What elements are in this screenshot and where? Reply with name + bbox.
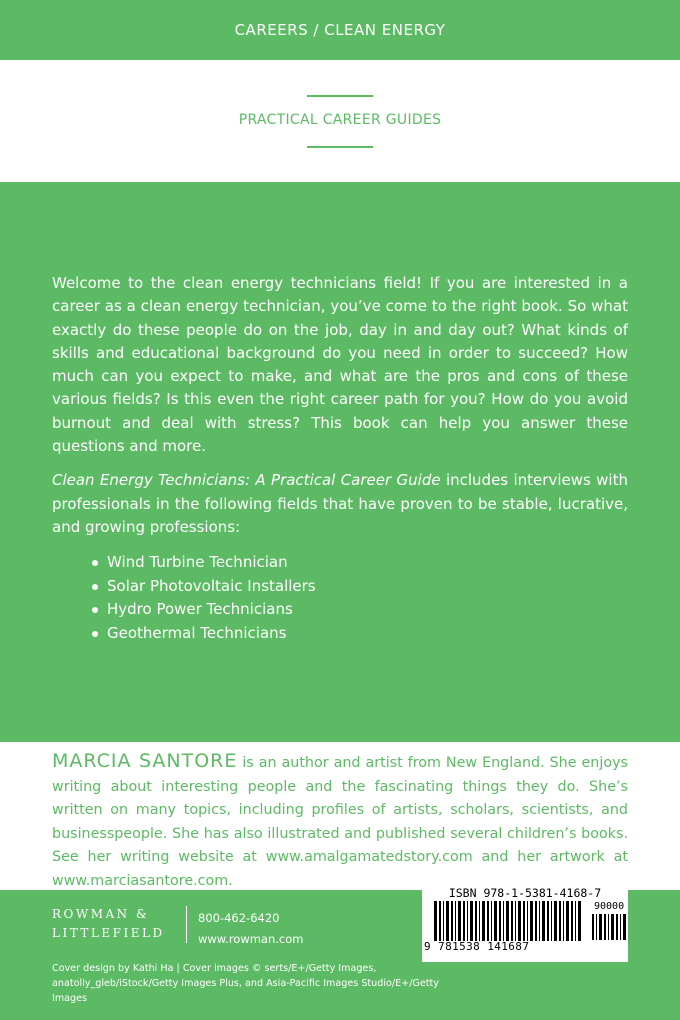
isbn-label: ISBN 978-1-5381-4168-7 — [448, 886, 602, 900]
barcode-bar — [499, 901, 501, 941]
author-name: MARCIA SANTORE — [52, 750, 238, 772]
barcode-bar — [467, 901, 468, 941]
publisher-line-1: ROWMAN & — [52, 907, 150, 921]
series-rule-bottom — [307, 146, 373, 148]
barcode-bar — [566, 901, 569, 941]
publisher-line-2: LITTLEFIELD — [52, 926, 165, 940]
list-item-label: Solar Photovoltaic Installers — [107, 576, 316, 595]
barcode-bar — [592, 914, 594, 940]
cover-credits: Cover design by Kathi Ha | Cover images © serts/E+/Getty Images, anatoliy_gleb/iStock/Getty Images Plus, and Asia-Pacific Images Studio/E+/Getty Images — [52, 963, 439, 1004]
barcode-bar — [482, 901, 485, 941]
barcode-bar — [518, 901, 521, 941]
barcode-bar — [443, 901, 444, 941]
barcode-bar — [571, 901, 573, 941]
barcode-bar — [575, 901, 576, 941]
barcode-bar — [511, 901, 513, 941]
barcode-bar — [523, 901, 525, 941]
barcode-bar — [563, 901, 564, 941]
publisher-divider — [186, 906, 187, 943]
bullet-icon — [92, 607, 98, 613]
field-list — [52, 551, 628, 645]
list-item — [92, 575, 628, 599]
list-item-label: Hydro Power Technicians — [107, 600, 293, 619]
ean-digits: 9 781538 141687 — [424, 940, 530, 953]
publisher-logo — [52, 905, 165, 943]
barcode-bar — [596, 914, 597, 940]
ean-barcode-icon — [434, 901, 584, 941]
barcode-bar — [434, 901, 437, 941]
barcode-bar — [623, 914, 626, 940]
barcode-bar — [604, 914, 606, 940]
barcode-bar — [479, 901, 480, 941]
barcode — [422, 882, 628, 962]
category-bar — [0, 0, 680, 60]
barcode-bar — [608, 914, 609, 940]
category-label: CAREERS / CLEAN ENERGY — [234, 21, 446, 39]
barcode-bar — [446, 901, 449, 941]
publisher-website: www.rowman.com — [198, 932, 304, 946]
barcode-bar — [530, 901, 533, 941]
barcode-bar — [554, 901, 557, 941]
list-item — [92, 551, 628, 575]
barcode-bar — [599, 914, 602, 940]
list-item — [92, 622, 628, 646]
price-code: 90000 — [594, 901, 625, 912]
barcode-bar — [491, 901, 492, 941]
barcode-bar — [620, 914, 621, 940]
barcode-bar — [458, 901, 461, 941]
publisher-contact — [198, 908, 304, 950]
barcode-bar — [439, 901, 441, 941]
barcode-bar — [616, 914, 618, 940]
barcode-bar — [527, 901, 528, 941]
list-item — [92, 598, 628, 622]
author-bio — [52, 750, 628, 893]
barcode-bar — [547, 901, 549, 941]
description-text: includes interviews with professionals in the following fields that have proven to be stable, lucrative, and growing professions: — [52, 471, 628, 536]
barcode-bar — [506, 901, 509, 941]
intro-paragraph: Welcome to the clean energy technicians field! If you are interested in a career as a clean energy technician, you’ve come to the right book. So what exactly do these people do on the job, day in and day out? What kinds of skills and educational background do you need in order to succeed? How much can you expect to make, and what are the pros and cons of these various fields? Is this even the right career path for you? How do you avoid burnout and deal with stress? This book can help you answer these questions and more. — [52, 274, 628, 456]
barcode-bar — [451, 901, 453, 941]
bullet-icon — [92, 584, 98, 590]
series-label: PRACTICAL CAREER GUIDES — [238, 112, 442, 128]
back-cover-description — [52, 272, 628, 645]
barcode-bar — [535, 901, 537, 941]
series-rule-top — [307, 95, 373, 97]
list-item-label: Geothermal Technicians — [107, 623, 287, 642]
barcode-bar — [551, 901, 552, 941]
barcode-bar — [539, 901, 540, 941]
barcode-bar — [487, 901, 489, 941]
bullet-icon — [92, 631, 98, 637]
barcode-bar — [494, 901, 497, 941]
barcode-bar — [503, 901, 504, 941]
barcode-bar — [542, 901, 545, 941]
list-item-label: Wind Turbine Technician — [107, 553, 288, 572]
barcode-bar — [463, 901, 465, 941]
publisher-phone: 800-462-6420 — [198, 911, 280, 925]
barcode-bar — [559, 901, 561, 941]
barcode-bar — [455, 901, 456, 941]
barcode-bar — [470, 901, 473, 941]
barcode-bar — [475, 901, 477, 941]
description-paragraph — [52, 469, 628, 539]
book-title: Clean Energy Technicians: A Practical Career Guide — [52, 471, 441, 490]
author-bio-band — [0, 742, 680, 890]
barcode-bar — [611, 914, 614, 940]
barcode-bar — [515, 901, 516, 941]
author-bio-text: is an author and artist from New England. She enjoys writing about interesting people and the fascinating things they do. She’s written on many topics, including profiles of artists, scholars, scientists, and businesspeople. She has also illustrated and published several children’s books. See her writing website at www.amalgamatedstory.com and her artwork at www.marciasantore.com. — [52, 755, 628, 889]
barcode-bar — [578, 901, 581, 941]
price-barcode-icon — [592, 914, 626, 954]
bullet-icon — [92, 560, 98, 566]
